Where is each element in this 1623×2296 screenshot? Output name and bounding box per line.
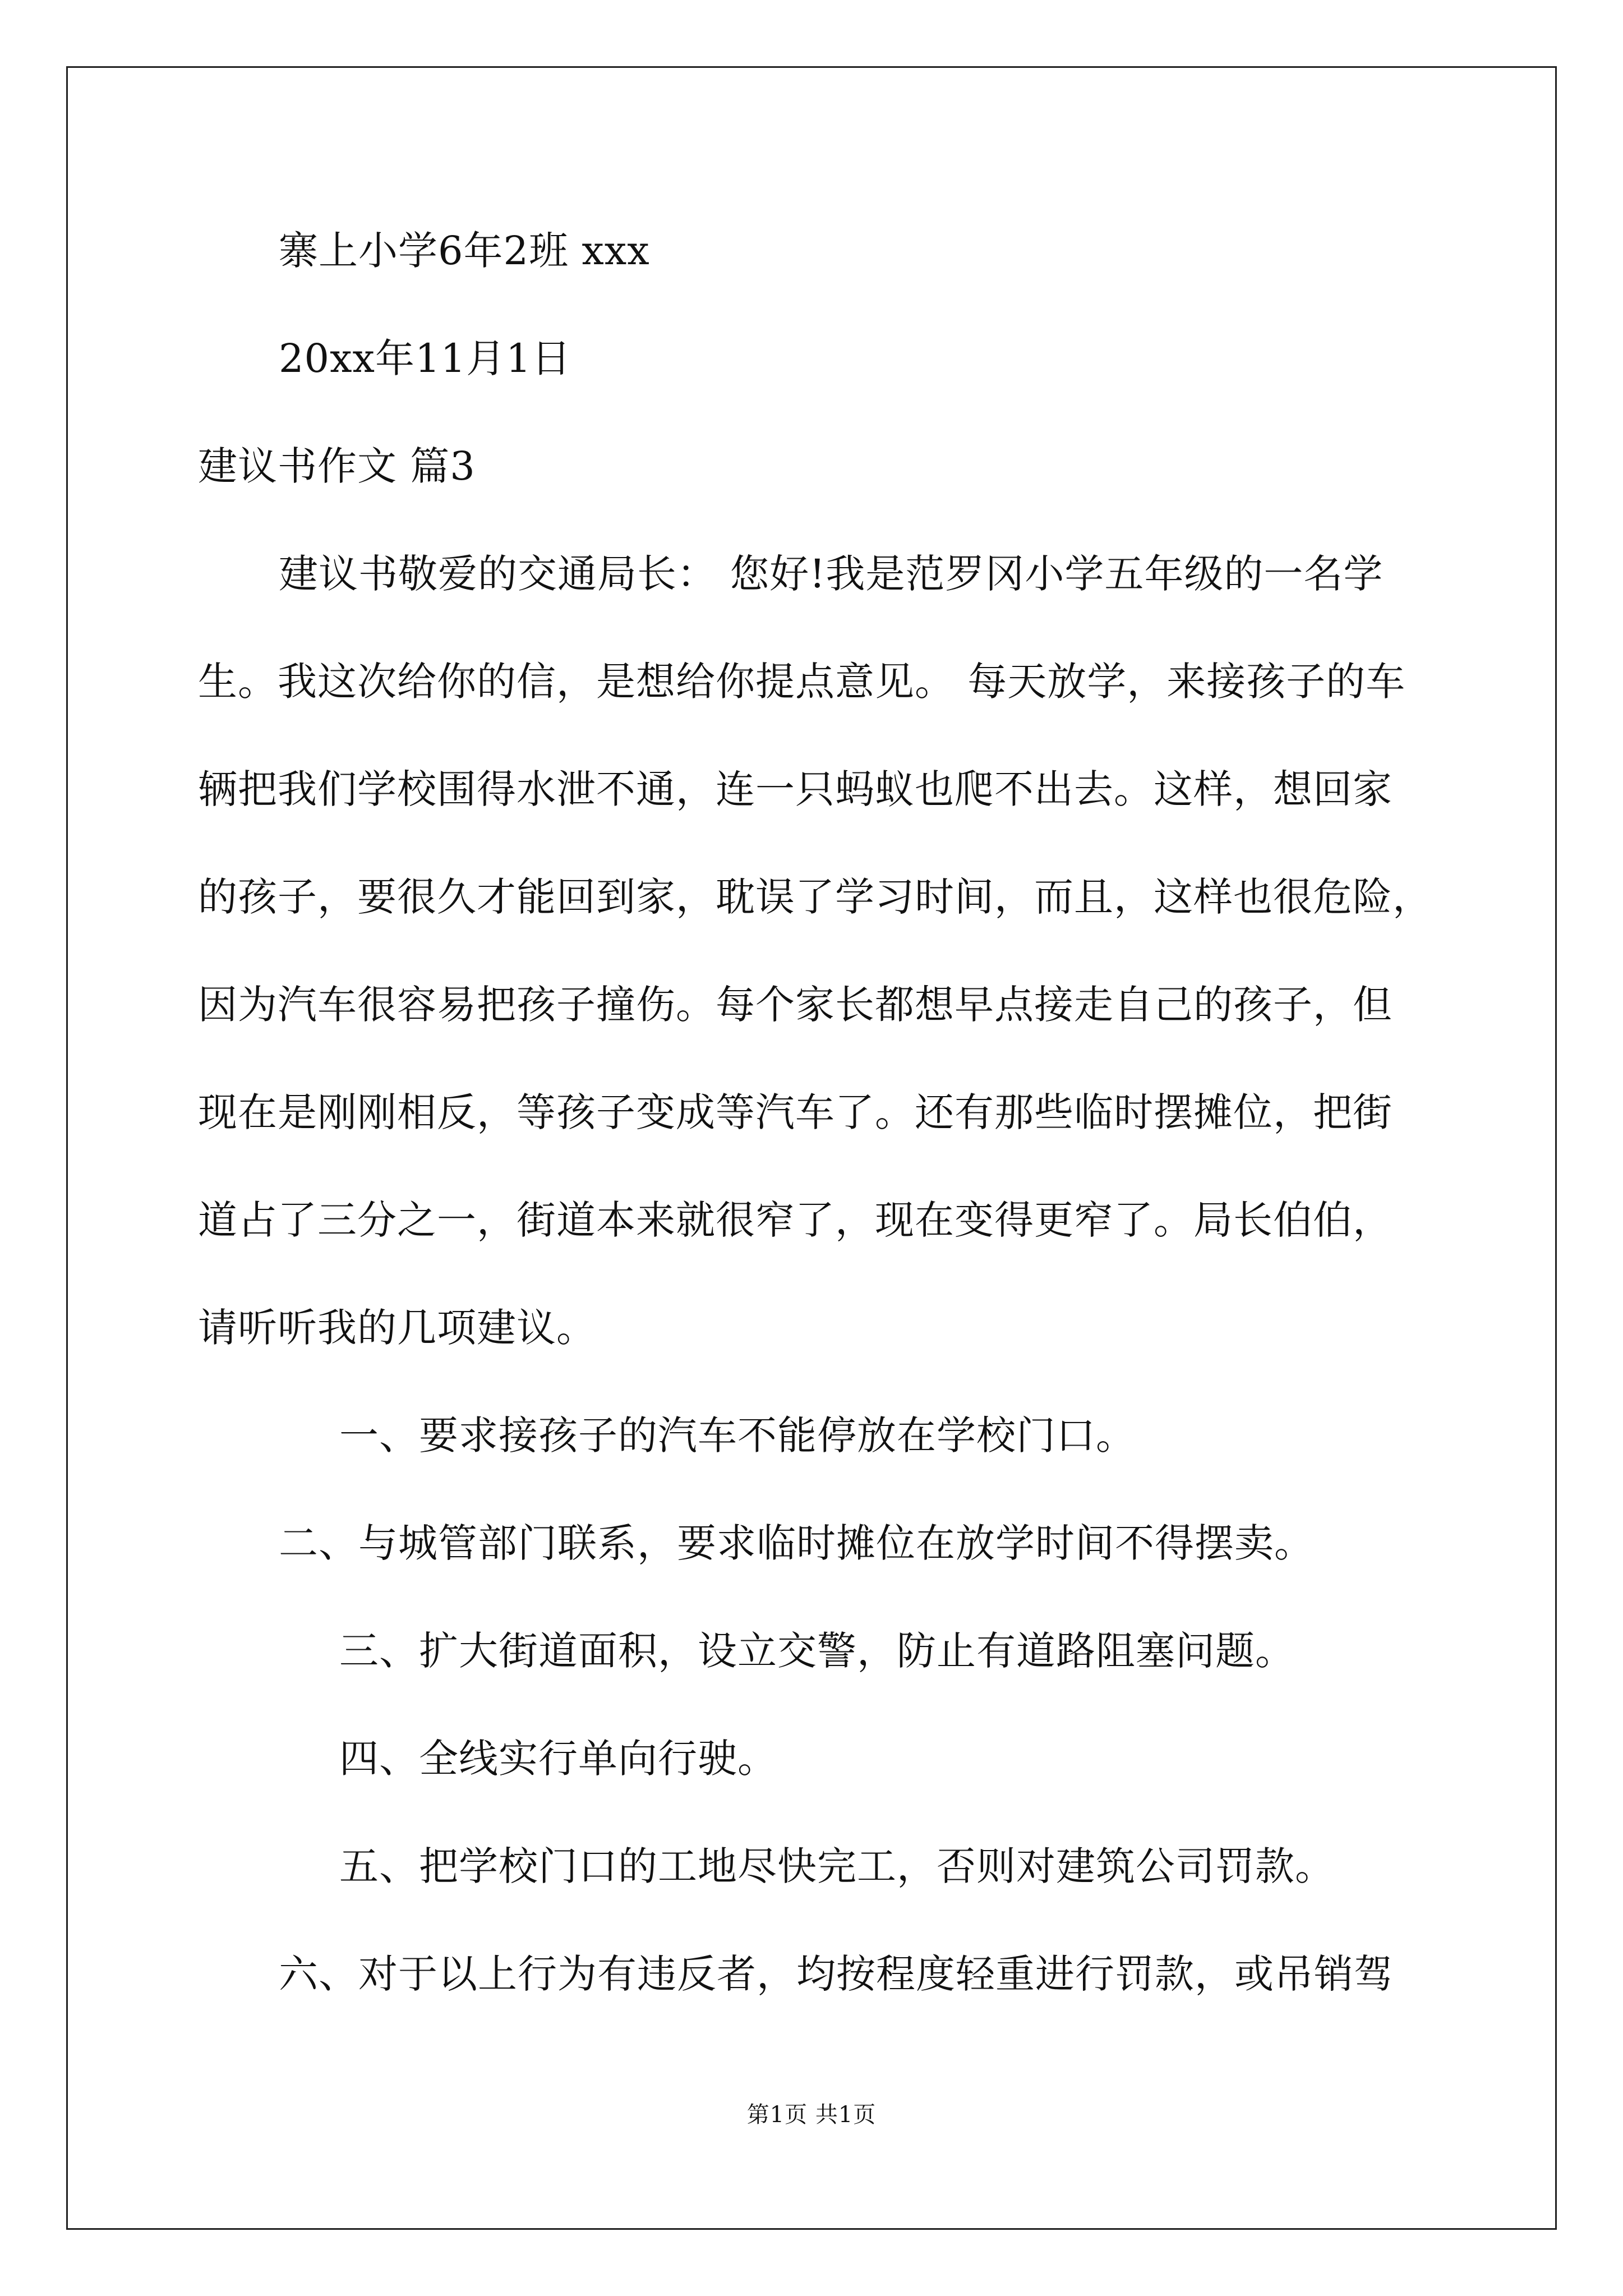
suggestion-item: 一、要求接孩子的汽车不能停放在学校门口。 — [339, 1412, 1136, 1458]
suggestion-item: 二、与城管部门联系，要求临时摊位在放学时间不得摆卖。 — [279, 1520, 1314, 1566]
page-border — [66, 66, 1557, 2230]
letter-line: 建议书敬爱的交通局长： 您好!我是范罗冈小学五年级的一名学 — [279, 551, 1384, 597]
suggestion-item: 五、把学校门口的工地尽快完工，否则对建筑公司罚款。 — [339, 1843, 1335, 1889]
letter-line: 因为汽车很容易把孩子撞伤。每个家长都想早点接走自己的孩子，但 — [198, 982, 1393, 1028]
signature-school-class: 寨上小学6年2班 xxx — [279, 228, 650, 274]
letter-line: 请听听我的几项建议。 — [198, 1305, 596, 1351]
suggestion-item: 四、全线实行单向行驶。 — [339, 1736, 777, 1782]
letter-line: 道占了三分之一，街道本来就很窄了，现在变得更窄了。局长伯伯， — [198, 1197, 1393, 1243]
signature-date: 20xx年11月1日 — [279, 335, 571, 381]
suggestion-item: 六、对于以上行为有违反者，均按程度轻重进行罚款，或吊销驾 — [279, 1951, 1394, 1997]
page-footer: 第1页 共1页 — [746, 2102, 877, 2128]
suggestion-item: 三、扩大街道面积，设立交警，防止有道路阻塞问题。 — [339, 1628, 1295, 1674]
letter-line: 现在是刚刚相反，等孩子变成等汽车了。还有那些临时摆摊位，把街 — [198, 1089, 1393, 1135]
letter-line: 生。我这次给你的信，是想给你提点意见。 每天放学，来接孩子的车 — [198, 659, 1406, 705]
section-heading: 建议书作文 篇3 — [198, 443, 476, 489]
letter-line: 的孩子，要很久才能回到家，耽误了学习时间，而且，这样也很危险， — [198, 874, 1432, 920]
letter-line: 辆把我们学校围得水泄不通，连一只蚂蚁也爬不出去。这样，想回家 — [198, 766, 1393, 812]
